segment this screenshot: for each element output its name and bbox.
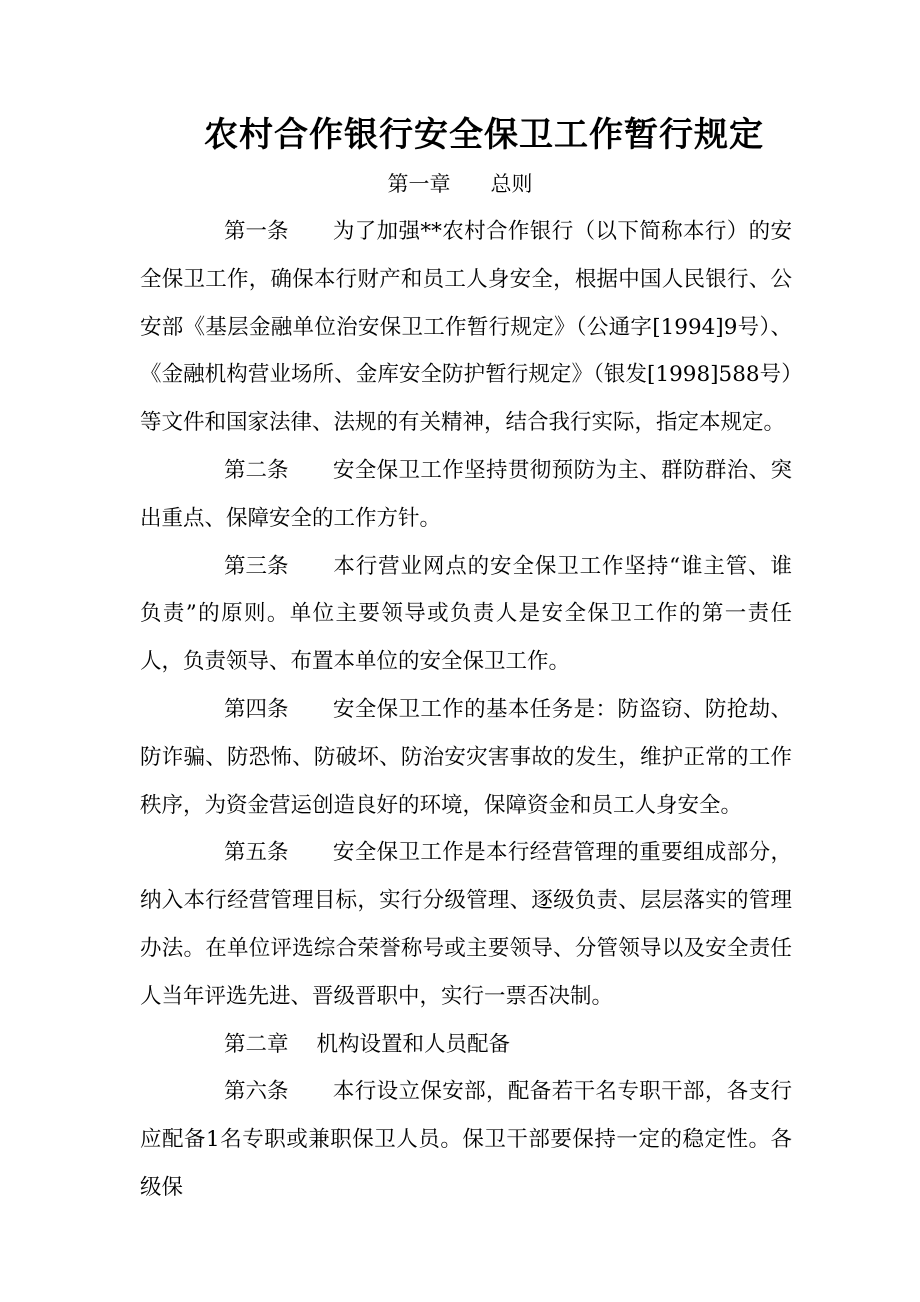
article-5: [140, 829, 792, 1020]
article-6-text: 本行设立保安部，配备若干名专职干部，各支行应配备1名专职或兼职保卫人员。保卫干部要保持一定的稳定性。各级保: [140, 1079, 792, 1200]
chapter-2-name: 机构设置和人员配备: [316, 1031, 511, 1057]
chapter-2-number: 第二章: [224, 1031, 289, 1057]
chapter-1-name: 总则: [490, 172, 533, 196]
article-3-text: 本行营业网点的安全保卫工作坚持“谁主管、谁负责”的原则。单位主要领导或负责人是安全保卫工作的第一责任人，负责领导、布置本单位的安全保卫工作。: [140, 553, 792, 675]
article-5-number: 第五条: [224, 840, 289, 866]
article-3-number: 第三条: [224, 553, 289, 579]
chapter-1-heading: [0, 164, 920, 204]
article-1: [140, 208, 792, 447]
article-3: [140, 543, 792, 686]
article-2-text: 安全保卫工作坚持贯彻预防为主、群防群治、突出重点、保障安全的工作方针。: [140, 457, 792, 531]
article-4-number: 第四条: [224, 696, 289, 722]
article-2: [140, 447, 792, 543]
article-6-number: 第六条: [224, 1079, 289, 1105]
article-4: [140, 686, 792, 829]
article-5-text: 安全保卫工作是本行经营管理的重要组成部分，纳入本行经营管理目标，实行分级管理、逐级负责、层层落实的管理办法。在单位评选综合荣誉称号或主要领导、分管领导以及安全责任人当年评选先进、晋级晋职中，实行一票否决制。: [140, 840, 792, 1009]
article-2-number: 第二条: [224, 457, 289, 483]
chapter-2-heading: [140, 1021, 792, 1069]
article-1-number: 第一条: [224, 219, 289, 244]
article-1-text: 为了加强**农村合作银行（以下简称本行）的安全保卫工作，确保本行财产和员工人身安全，根据中国人民银行、公安部《基层金融单位治安保卫工作暂行规定》（公通字[1994]9号）、《金融机构营业场所、金库安全防护暂行规定》（银发[1998]588号）等文件和国家法律、法规的有关精神，结合我行实际，指定本规定。: [140, 219, 792, 436]
document-body: [140, 208, 792, 1212]
chapter-1-number: 第一章: [387, 172, 451, 196]
article-4-text: 安全保卫工作的基本任务是：防盗窃、防抢劫、防诈骗、防恐怖、防破坏、防治安灾害事故的发生，维护正常的工作秩序，为资金营运创造良好的环境，保障资金和员工人身安全。: [140, 696, 792, 818]
document-title: 农村合作银行安全保卫工作暂行规定: [204, 115, 764, 155]
article-6: [140, 1068, 792, 1211]
